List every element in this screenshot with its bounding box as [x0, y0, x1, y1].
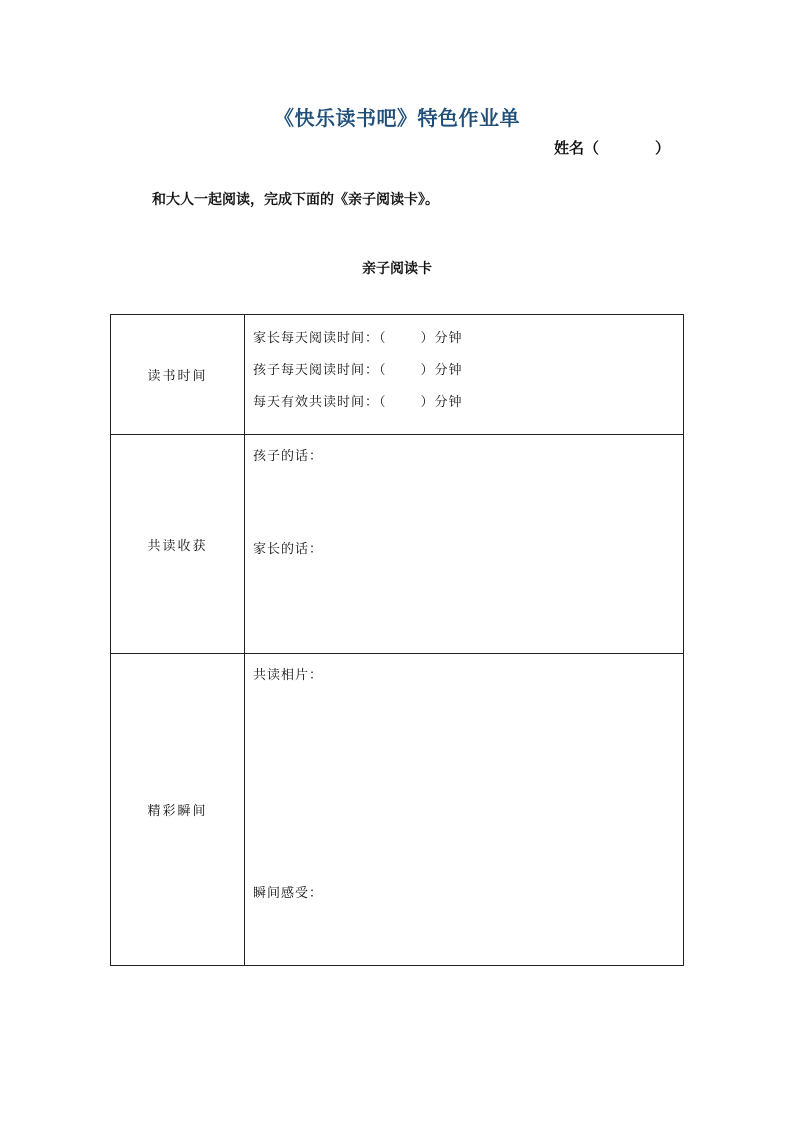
child-time-label: 孩子每天阅读时间：（	[253, 363, 387, 378]
page-title: 《快乐读书吧》特色作业单	[274, 106, 520, 130]
child-words-label: 孩子的话：	[253, 449, 324, 464]
instruction-text: 和大人一起阅读，完成下面的《亲子阅读卡》。	[152, 192, 439, 208]
name-field	[554, 137, 670, 158]
parent-time-unit: ）分钟	[420, 331, 463, 346]
parent-words-label: 家长的话：	[253, 542, 324, 557]
row-label-reading-gains: 共读收获	[111, 435, 245, 654]
parent-time-line	[253, 323, 683, 355]
card-title: 亲子阅读卡	[362, 261, 432, 277]
reading-gains-cell[interactable]	[245, 435, 684, 654]
child-time-line	[253, 355, 683, 387]
reading-card-table	[110, 314, 684, 966]
table-row	[111, 435, 684, 654]
row-label-reading-time: 读书时间	[111, 315, 245, 435]
feeling-label: 瞬间感受：	[253, 886, 324, 901]
name-label: 姓名（	[554, 139, 600, 157]
wonderful-moments-cell[interactable]	[245, 654, 684, 966]
table-row	[111, 315, 684, 435]
shared-time-line	[253, 387, 683, 419]
shared-time-unit: ）分钟	[420, 395, 463, 410]
photo-label: 共读相片：	[253, 668, 324, 683]
shared-time-label: 每天有效共读时间：（	[253, 395, 387, 410]
parent-time-label: 家长每天阅读时间：（	[253, 331, 387, 346]
table-row	[111, 654, 684, 966]
row-label-wonderful-moments: 精彩瞬间	[111, 654, 245, 966]
name-close-paren: ）	[655, 139, 671, 157]
reading-time-cell	[245, 315, 684, 435]
child-time-unit: ）分钟	[420, 363, 463, 378]
